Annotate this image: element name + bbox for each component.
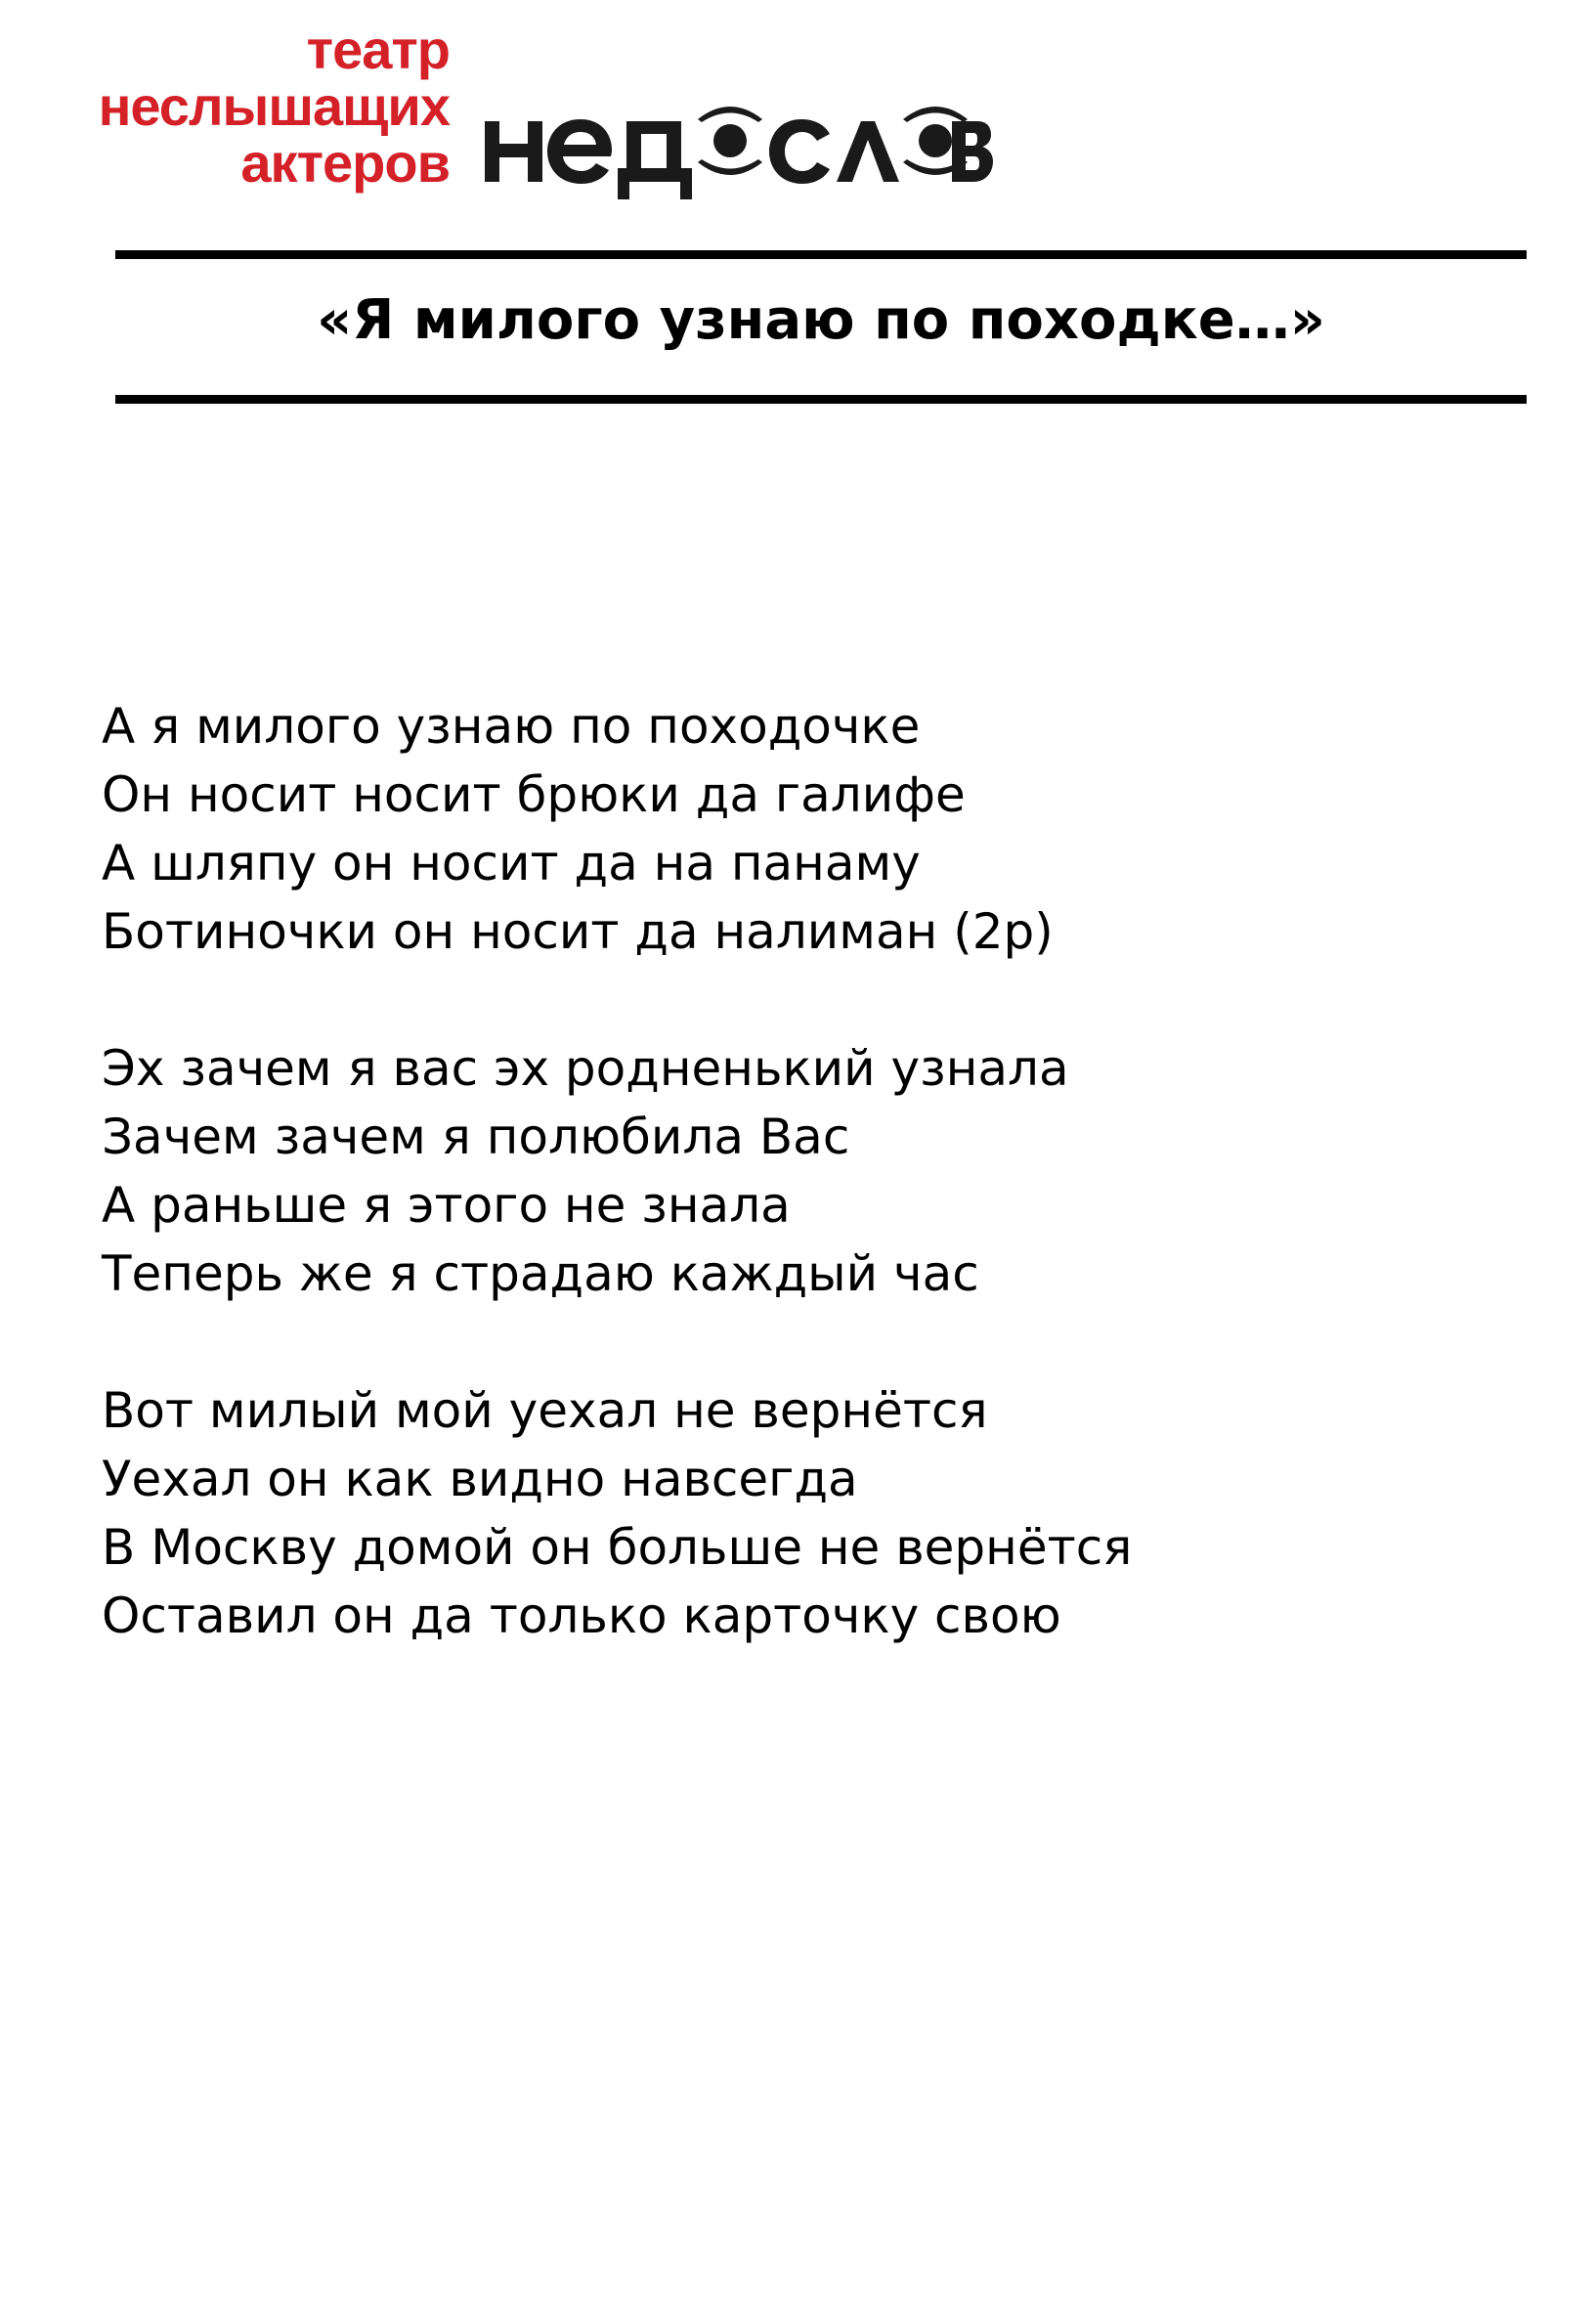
lyric-line: А шляпу он носит да на панаму [102, 835, 921, 892]
logo-line-2: неслышащих [98, 75, 450, 137]
lyric-line: Он носит носит брюки да галифе [102, 766, 966, 823]
lyrics [102, 692, 1519, 1719]
lyric-line: Эх зачем я вас эх родненький узнала [102, 1040, 1069, 1097]
logo-theatre-name [20, 19, 450, 194]
page-title: «Я милого узнаю по походке…» [317, 288, 1325, 352]
logo-line-3: актеров [240, 132, 450, 194]
lyric-line: А раньше я этого не знала [102, 1177, 791, 1234]
stanza [102, 1034, 1519, 1308]
lyric-line: Теперь же я страдаю каждый час [102, 1245, 979, 1302]
stanza [102, 1376, 1519, 1650]
logo-wordmark [485, 90, 993, 217]
lyric-line: Ботиночки он носит да налиман (2р) [102, 903, 1054, 960]
lyric-line: Зачем зачем я полюбила Вас [102, 1109, 850, 1165]
lyric-line: В Москву домой он больше не вернётся [102, 1519, 1133, 1576]
lyric-line: Оставил он да только карточку свою [102, 1588, 1061, 1644]
bottom-rule [115, 395, 1527, 404]
top-rule [115, 250, 1527, 259]
lyric-line: Вот милый мой уехал не вернётся [102, 1382, 988, 1439]
lyric-line: А я милого узнаю по походочке [102, 698, 921, 755]
lyric-line: Уехал он как видно навсегда [102, 1451, 858, 1507]
logo-line-1: театр [306, 19, 450, 80]
stanza [102, 692, 1519, 966]
